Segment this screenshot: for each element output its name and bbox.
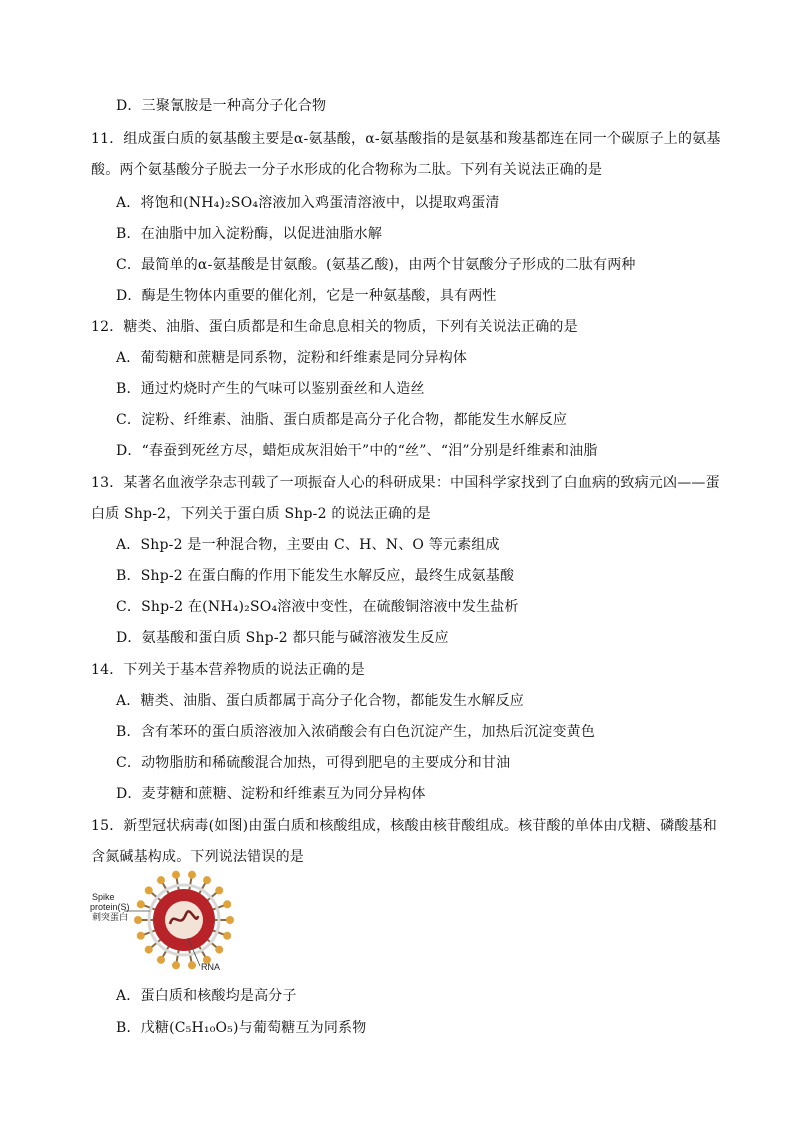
spike-label-cn: 刺突蛋白 [92,913,129,923]
spike-head [188,871,196,879]
spike-head [223,932,231,940]
q13-option-b: B．Shp-2 在蛋白酶的作用下能发生水解反应，最终生成氨基酸 [116,568,515,584]
spike-head [203,876,211,884]
q11-stem-line-2: 酸。两个氨基酸分子脱去一分子水形成的化合物称为二肽。下列有关说法正确的是 [91,162,603,178]
q13-stem-line-2: 白质 Shp-2，下列关于蛋白质 Shp-2 的说法正确的是 [91,506,431,522]
q12-option-b: B．通过灼烧时产生的气味可以鉴别蚕丝和人造丝 [116,381,425,397]
spike-head [137,900,145,908]
q12-option-a: A．葡萄糖和蔗糖是同系物，淀粉和纤维素是同分异构体 [116,350,468,366]
spike-head [134,916,142,924]
q12-stem: 12．糖类、油脂、蛋白质都是和生命息息相关的物质，下列有关说法正确的是 [91,319,578,335]
q14-option-c: C．动物脂肪和稀硫酸混合加热，可得到肥皂的主要成分和甘油 [116,755,511,771]
q11-option-a: A．将饱和(NH₄)₂SO₄溶液加入鸡蛋清溶液中，以提取鸡蛋清 [116,195,500,211]
q14-option-a: A．糖类、油脂、蛋白质都属于高分子化合物，都能发生水解反应 [116,693,524,709]
spike-head [157,956,165,964]
rna-label: RNA [201,962,221,972]
q14-option-b: B．含有苯环的蛋白质溶液加入浓硝酸会有白色沉淀产生，加热后沉淀变黄色 [116,724,596,740]
q13-option-c: C．Shp-2 在(NH₄)₂SO₄溶液中变性，在硫酸铜溶液中发生盐析 [116,599,519,615]
q13-option-a: A．Shp-2 是一种混合物，主要由 C、H、N、O 等元素组成 [116,537,500,553]
spike-head [145,886,153,894]
spike-label-line-2: protein(S) [90,902,130,912]
spike-head [223,900,231,908]
q13-stem-line-1: 13．某著名血液学杂志刊载了一项振奋人心的科研成果：中国科学家找到了白血病的致病元凶——蛋 [91,475,720,491]
spike-head [215,886,223,894]
spike-head [226,916,234,924]
spike-head [145,946,153,954]
q11-option-b: B．在油脂中加入淀粉酶，以促进油脂水解 [116,226,383,242]
spike-head [172,871,180,879]
q11-option-d: D．酶是生物体内重要的催化剂，它是一种氨基酸，具有两性 [116,288,497,304]
spike-head [188,961,196,969]
q15-option-b: B．戊糖(C₅H₁₀O₅)与葡萄糖互为同系物 [116,1020,367,1036]
q15-option-a: A．蛋白质和核酸均是高分子 [116,988,297,1004]
spike-head [137,932,145,940]
q13-option-d: D．氨基酸和蛋白质 Shp-2 都只能与碱溶液发生反应 [116,630,449,646]
q15-stem-line-1: 15．新型冠状病毒(如图)由蛋白质和核酸组成，核酸由核苷酸组成。核苷酸的单体由戊糖、磷酸基和 [91,818,717,834]
spike-head [215,946,223,954]
spike-head [172,961,180,969]
q11-stem-line-1: 11．组成蛋白质的氨基酸主要是α-氨基酸，α-氨基酸指的是氨基和羧基都连在同一个碳原子上的氨基 [91,131,721,147]
q12-option-c: C．淀粉、纤维素、油脂、蛋白质都是高分子化合物，都能发生水解反应 [116,412,568,428]
q12-option-d: D．“春蚕到死丝方尽，蜡炬成灰泪始干”中的“丝”、“泪”分别是纤维素和油脂 [116,443,598,459]
q14-stem: 14．下列关于基本营养物质的说法正确的是 [91,662,365,678]
coronavirus-figure [88,868,248,978]
q15-stem-line-2: 含氮碱基构成。下列说法错误的是 [91,849,304,865]
q11-option-c: C．最简单的α-氨基酸是甘氨酸。(氨基乙酸)，由两个甘氨酸分子形成的二肽有两种 [116,257,636,273]
q14-option-d: D．麦芽糖和蔗糖、淀粉和纤维素互为同分异构体 [116,786,426,802]
q10-option-d: D．三聚氰胺是一种高分子化合物 [116,98,327,114]
spike-label-line-1: Spike [92,892,115,902]
spike-head [157,876,165,884]
coronavirus-illustration [88,868,248,978]
